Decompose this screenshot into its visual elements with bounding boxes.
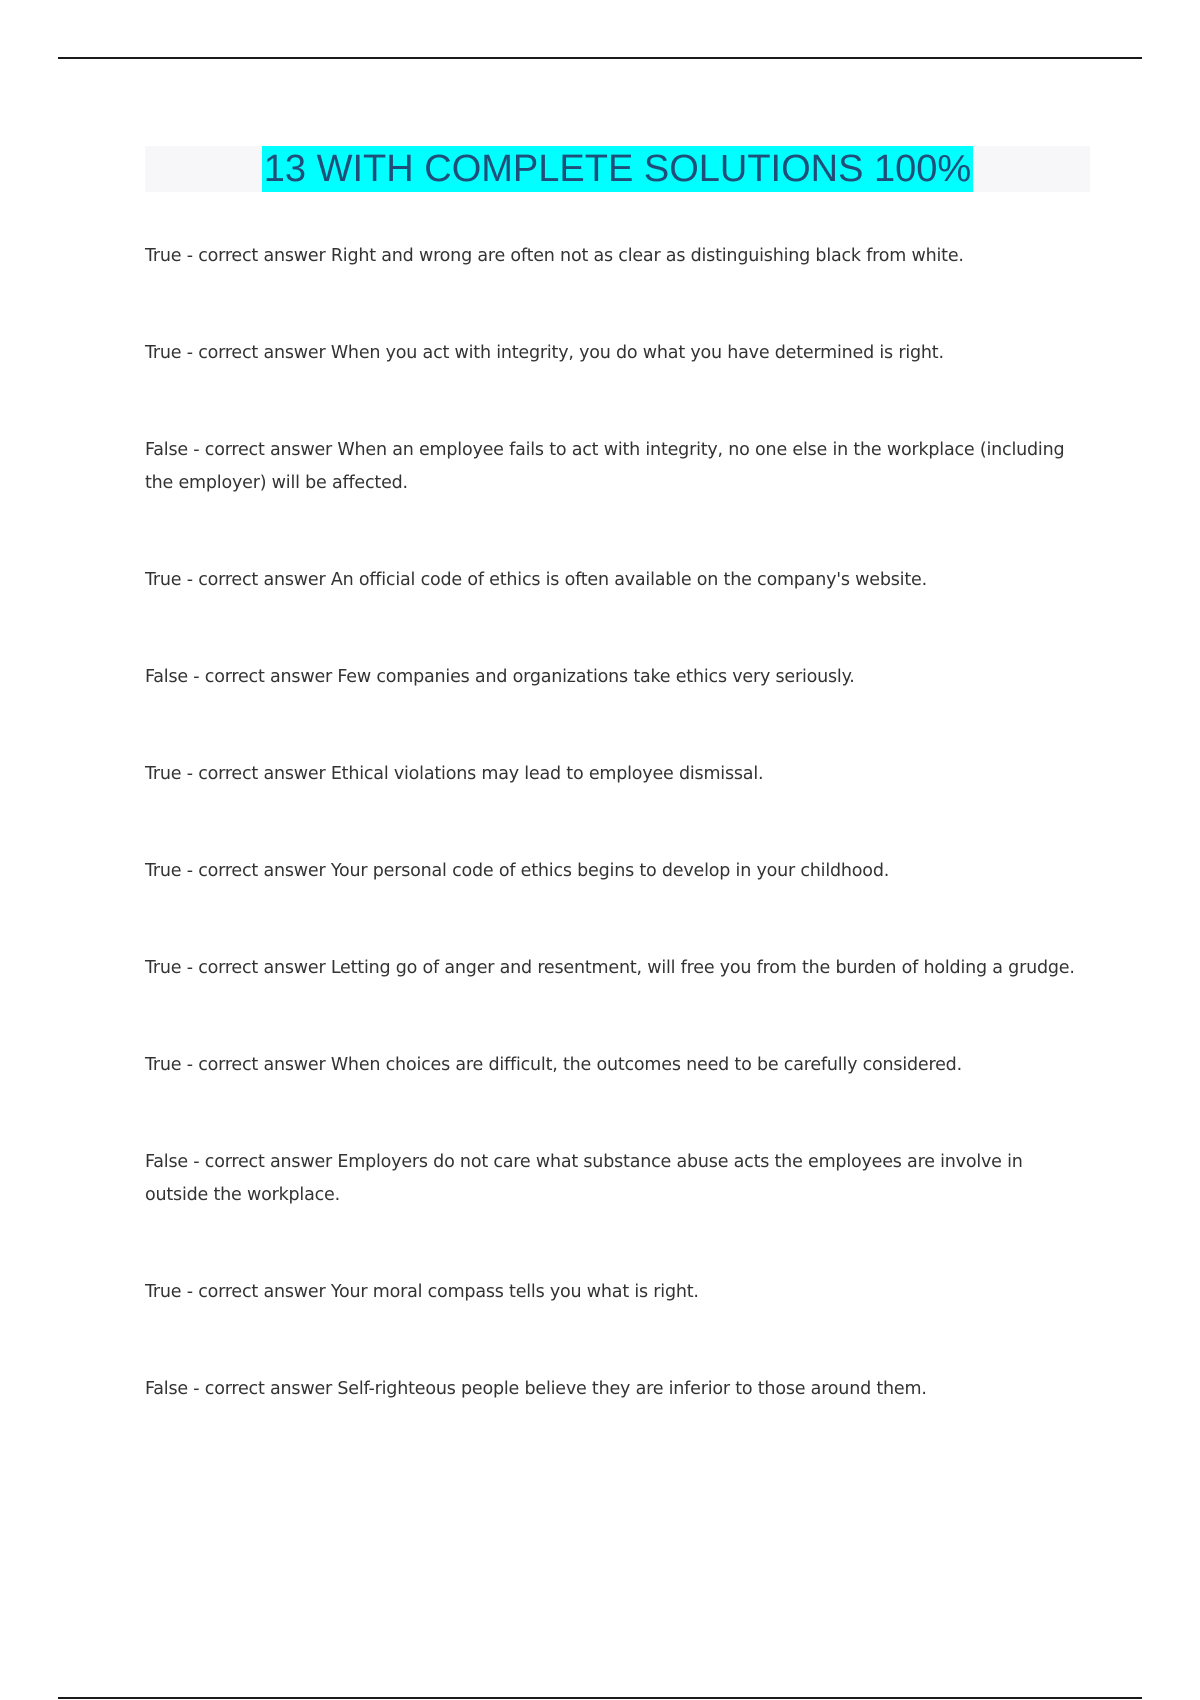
qa-item-12: False - correct answer Self-righteous people believe they are inferior to those around them. — [145, 1379, 927, 1399]
qa-item-9: True - correct answer When choices are difficult, the outcomes need to be carefully considered. — [145, 1055, 962, 1075]
footer-rule — [58, 1697, 1142, 1699]
qa-item-6: True - correct answer Ethical violations may lead to employee dismissal. — [145, 764, 764, 784]
qa-item-3: False - correct answer When an employee fails to act with integrity, no one else in the workplace (including the employer) will be affected. — [145, 440, 1065, 493]
qa-list — [145, 240, 1090, 1470]
qa-item-5: False - correct answer Few companies and organizations take ethics very seriously. — [145, 667, 855, 687]
document-title: 13 WITH COMPLETE SOLUTIONS 100% — [263, 148, 972, 190]
qa-item-8: True - correct answer Letting go of anger and resentment, will free you from the burden of holding a grudge. — [145, 958, 1075, 978]
qa-item-1: True - correct answer Right and wrong are often not as clear as distinguishing black from white. — [145, 246, 964, 266]
qa-item-11: True - correct answer Your moral compass tells you what is right. — [145, 1282, 699, 1302]
qa-item-4: True - correct answer An official code of ethics is often available on the company's website. — [145, 570, 927, 590]
header-rule — [58, 57, 1142, 59]
qa-item-10: False - correct answer Employers do not care what substance abuse acts the employees are involve in outside the workplace. — [145, 1152, 1023, 1205]
qa-item-2: True - correct answer When you act with integrity, you do what you have determined is right. — [145, 343, 944, 363]
qa-item-7: True - correct answer Your personal code of ethics begins to develop in your childhood. — [145, 861, 890, 881]
title-band — [145, 146, 1090, 192]
